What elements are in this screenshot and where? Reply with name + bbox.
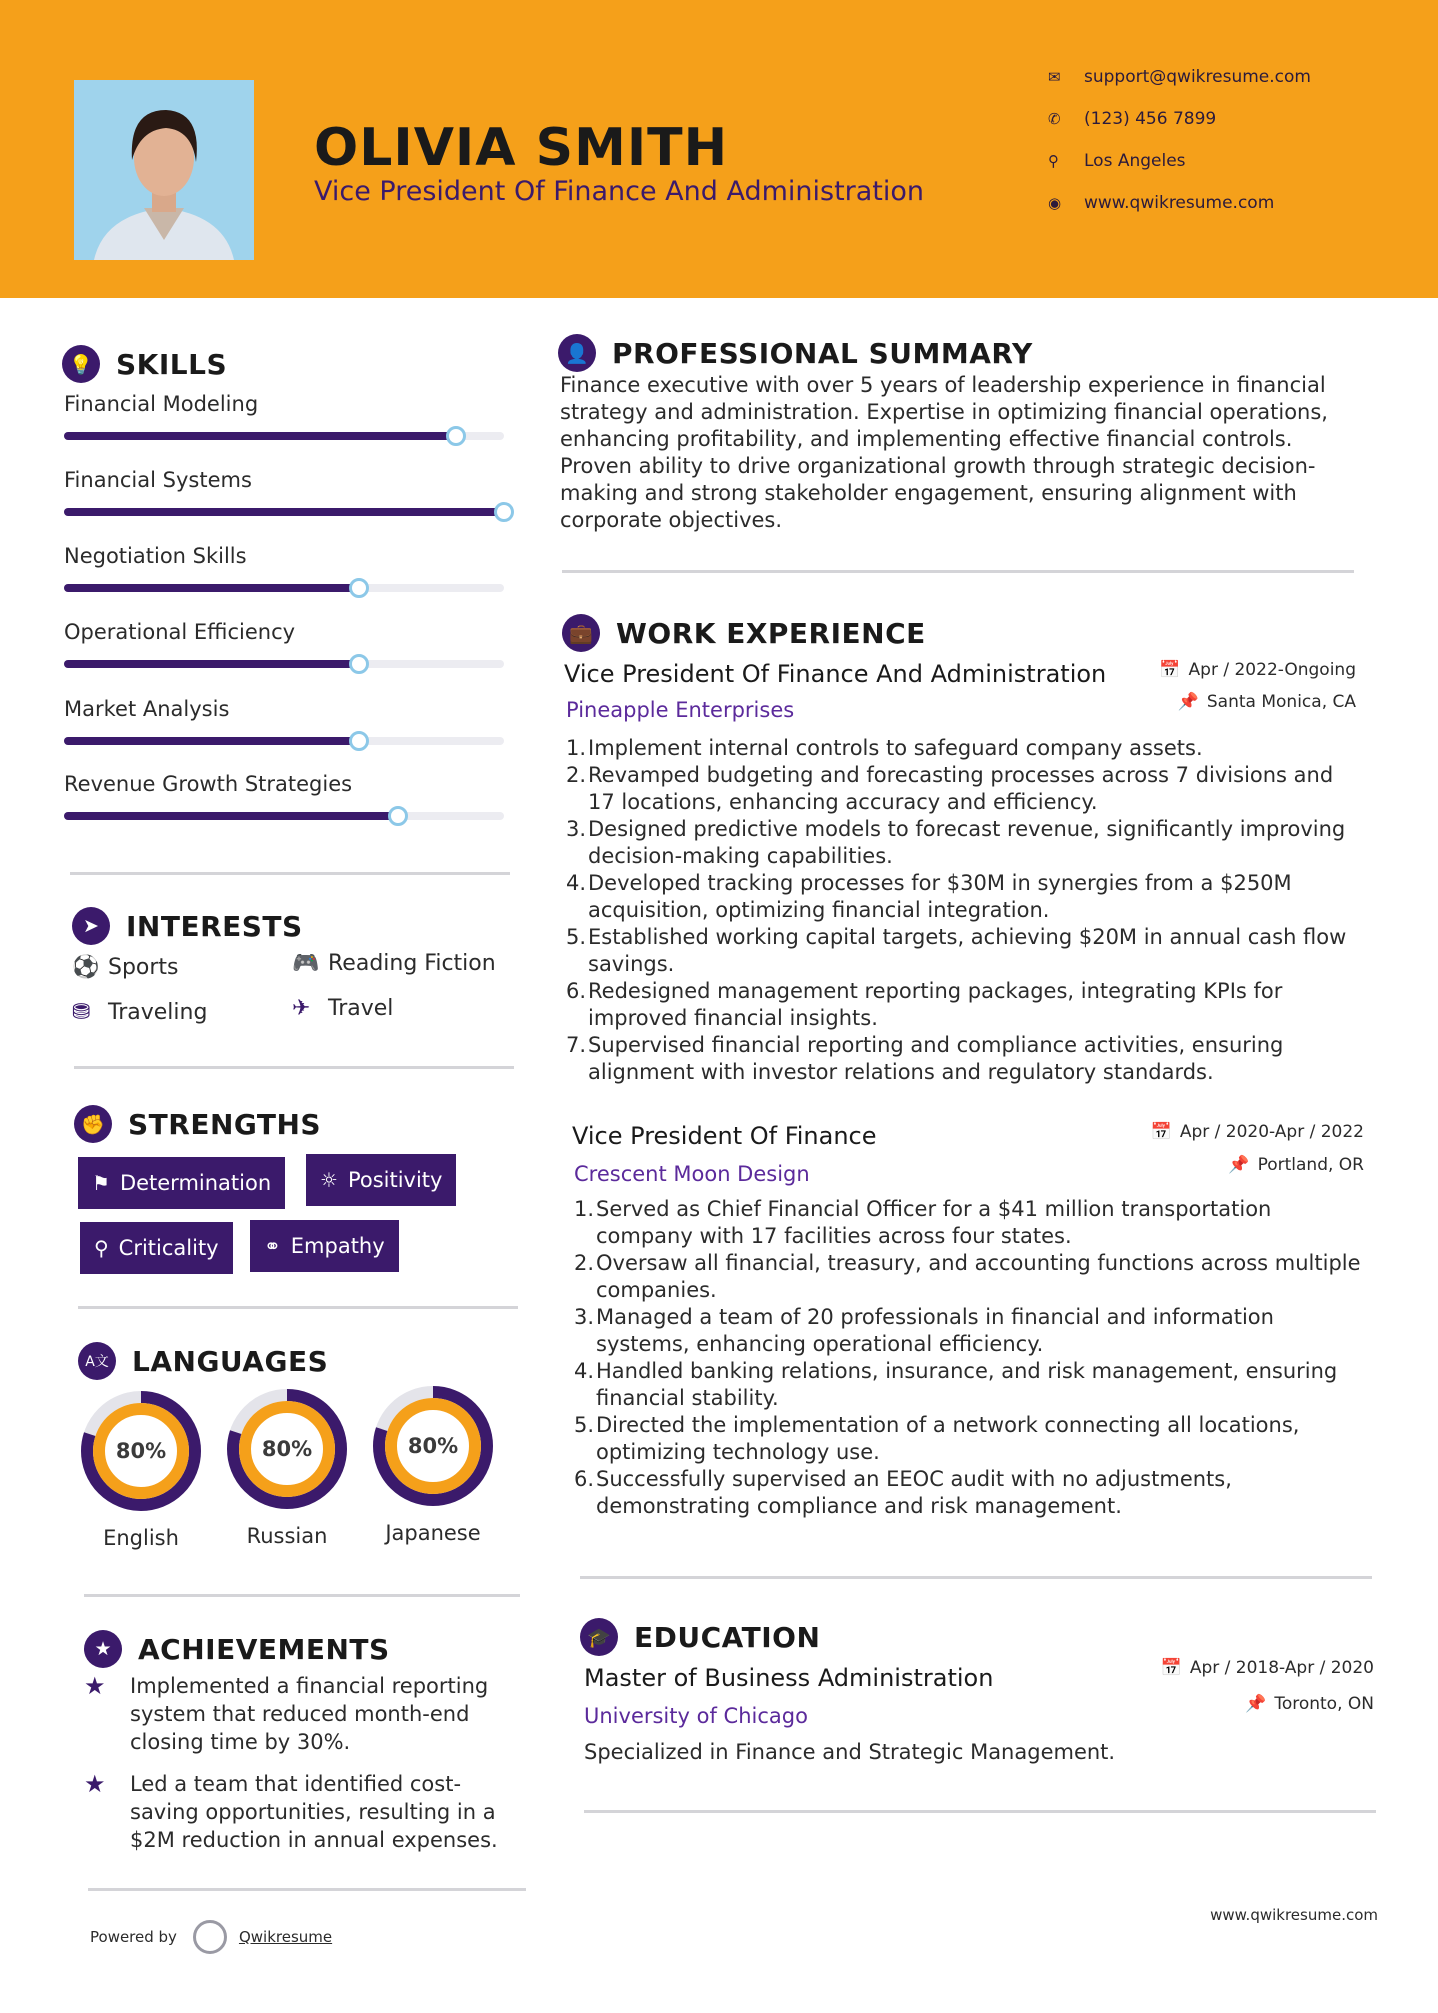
- search-icon: ⚲: [94, 1236, 109, 1260]
- skill-item: [64, 392, 504, 416]
- education-school: University of Chicago: [584, 1704, 808, 1728]
- education-degree: Master of Business Administration: [584, 1664, 994, 1692]
- interest-label: Sports: [108, 955, 179, 980]
- envelope-icon: ✉: [1048, 68, 1061, 86]
- map-pin-icon: ⚲: [1048, 152, 1059, 170]
- interests-heading: [72, 907, 303, 945]
- powered-by-label: Powered by: [90, 1928, 177, 1946]
- education-location: [1245, 1694, 1374, 1714]
- duty-item: 2. Revamped budgeting and forecasting processes across 7 divisions and 17 locations, enhancing accuracy and efficiency.: [566, 762, 1356, 816]
- job-title: Vice President Of Finance And Administration: [564, 660, 1107, 688]
- duty-item: 2. Oversaw all financial, treasury, and accounting functions across multiple companies.: [574, 1250, 1364, 1304]
- strength-label: Empathy: [290, 1234, 385, 1258]
- section-divider: [70, 872, 510, 875]
- duty-text: Directed the implementation of a network connecting all locations, optimizing technology use.: [596, 1413, 1300, 1464]
- candidate-name: OLIVIA SMITH: [314, 118, 729, 178]
- skill-item: [64, 697, 504, 721]
- skill-bar-knob: [349, 578, 369, 598]
- job-location-text: Santa Monica, CA: [1206, 692, 1356, 712]
- strength-tag: [306, 1154, 456, 1206]
- skill-bar-knob: [349, 731, 369, 751]
- education-description: Specialized in Finance and Strategic Management.: [584, 1740, 1116, 1764]
- airplane-icon: ✈: [292, 996, 311, 1021]
- skill-bar-fill: [64, 660, 359, 668]
- experience-title: WORK EXPERIENCE: [616, 616, 926, 650]
- job-dates: [1159, 660, 1356, 680]
- pushpin-icon: 📌: [1228, 1155, 1250, 1175]
- calendar-icon: 📅: [1160, 1658, 1182, 1678]
- strengths-title: STRENGTHS: [128, 1107, 322, 1141]
- calendar-icon: 📅: [1159, 660, 1181, 680]
- education-heading: [580, 1618, 820, 1656]
- resume-header: [0, 0, 1438, 298]
- soccer-ball-icon: ⚽: [72, 955, 100, 980]
- skill-bar-knob: [349, 654, 369, 674]
- language-label: Russian: [246, 1524, 328, 1548]
- language-item: [224, 1388, 350, 1548]
- skill-bar-fill: [64, 737, 359, 745]
- achievements-heading: [84, 1630, 390, 1668]
- job-duties: [574, 1196, 1364, 1520]
- language-item: [78, 1390, 204, 1550]
- language-ring: [372, 1385, 494, 1507]
- skill-item: [64, 620, 504, 644]
- duty-text: Designed predictive models to forecast revenue, significantly improving decision-making capabilities.: [588, 817, 1346, 868]
- strength-label: Determination: [119, 1171, 272, 1195]
- job-location: [1228, 1155, 1364, 1175]
- skill-bar: [64, 508, 504, 516]
- shooting-star-icon: ★: [84, 1770, 106, 1798]
- skill-bar-knob: [446, 426, 466, 446]
- sun-icon: ☼: [320, 1168, 338, 1192]
- skill-label: Financial Modeling: [64, 392, 259, 416]
- interest-label: Traveling: [108, 1000, 208, 1025]
- skill-bar: [64, 737, 504, 745]
- interest-item: [72, 955, 179, 980]
- language-percent: 80%: [115, 1439, 167, 1463]
- interest-item: [292, 951, 496, 976]
- star-badge-icon: ★: [84, 1630, 122, 1668]
- achievement-item: [84, 1672, 504, 1756]
- profile-photo: [74, 80, 254, 260]
- fist-icon: ✊: [74, 1105, 112, 1143]
- job-dates: [1151, 1122, 1364, 1142]
- strengths-heading: [74, 1105, 321, 1143]
- education-title: EDUCATION: [634, 1620, 821, 1654]
- section-divider: [74, 1066, 514, 1069]
- duty-item: 3. Managed a team of 20 professionals in financial and information systems, enhancing operational efficiency.: [574, 1304, 1364, 1358]
- contact-list: [1048, 56, 1311, 224]
- duty-text: Established working capital targets, achieving $20M in annual cash flow savings.: [588, 925, 1347, 976]
- duty-item: 1. Implement internal controls to safeguard company assets.: [566, 736, 1203, 760]
- skill-label: Operational Efficiency: [64, 620, 296, 644]
- summary-text: Finance executive with over 5 years of leadership experience in financial strategy and administration. Expertise in optimizing financial operations, enhancing profitability, and implementing effective financial controls. Proven ability to drive organizational growth through strategic decision-making and strong stakeholder engagement, ensuring alignment with corporate objectives.: [560, 373, 1328, 532]
- contact-location-text: Los Angeles: [1084, 151, 1186, 171]
- skill-bar-fill: [64, 432, 456, 440]
- binoculars-icon: ⛃: [72, 1000, 91, 1025]
- duty-text: Successfully supervised an EEOC audit with no adjustments, demonstrating compliance and risk management.: [596, 1467, 1232, 1518]
- interests-title: INTERESTS: [126, 909, 303, 943]
- summary-title: PROFESSIONAL SUMMARY: [612, 336, 1033, 370]
- education-dates-text: Apr / 2018-Apr / 2020: [1189, 1658, 1374, 1678]
- contact-email-text: support@qwikresume.com: [1084, 67, 1311, 87]
- skill-bar: [64, 584, 504, 592]
- duty-item: 4. Handled banking relations, insurance, and risk management, ensuring financial stability.: [574, 1358, 1364, 1412]
- duty-text: Managed a team of 20 professionals in financial and information systems, enhancing operational efficiency.: [596, 1305, 1274, 1356]
- skill-bar: [64, 660, 504, 668]
- skill-bar-fill: [64, 508, 504, 516]
- section-divider: [78, 1306, 518, 1309]
- language-ring: [226, 1388, 348, 1510]
- language-percent: 80%: [407, 1434, 459, 1458]
- skill-bar-fill: [64, 812, 398, 820]
- pushpin-icon: 📌: [1177, 692, 1199, 712]
- user-icon: 👤: [558, 334, 596, 372]
- duty-item: 6. Redesigned management reporting packages, integrating KPIs for improved financial insights.: [566, 978, 1356, 1032]
- contact-email[interactable]: [1048, 56, 1311, 98]
- strength-tag: [78, 1157, 285, 1209]
- language-item: [370, 1385, 496, 1545]
- skill-bar-knob: [494, 502, 514, 522]
- contact-website[interactable]: [1048, 182, 1311, 224]
- language-label: English: [103, 1526, 179, 1550]
- skill-item: [64, 544, 504, 568]
- translate-icon: A文: [78, 1342, 116, 1380]
- skill-label: Revenue Growth Strategies: [64, 772, 353, 796]
- job-company: Pineapple Enterprises: [566, 698, 795, 722]
- duty-item: 7. Supervised financial reporting and compliance activities, ensuring alignment with investor relations and regulatory standards.: [566, 1032, 1356, 1086]
- section-divider: [88, 1888, 526, 1891]
- duty-item: 1. Served as Chief Financial Officer for a $41 million transportation company with 17 facilities across four states.: [574, 1196, 1364, 1250]
- achievement-item: [84, 1770, 504, 1854]
- skill-label: Financial Systems: [64, 468, 252, 492]
- interest-label: Reading Fiction: [328, 951, 496, 976]
- languages-heading: [78, 1342, 328, 1380]
- achievement-text: Implemented a financial reporting system that reduced month-end closing time by 30%.: [130, 1674, 489, 1754]
- duty-item: 4. Developed tracking processes for $30M in synergies from a $250M acquisition, optimizing financial integration.: [566, 870, 1356, 924]
- brand-link[interactable]: Qwikresume: [238, 1928, 333, 1946]
- achievement-text: Led a team that identified cost-saving opportunities, resulting in a $2M reduction in annual expenses.: [130, 1772, 498, 1852]
- section-divider: [84, 1594, 520, 1597]
- interest-item: [72, 1000, 207, 1025]
- section-divider: [562, 570, 1354, 573]
- language-ring: [80, 1390, 202, 1512]
- languages-title: LANGUAGES: [132, 1344, 329, 1378]
- skills-heading: [62, 345, 227, 383]
- duty-text: Revamped budgeting and forecasting processes across 7 divisions and 17 locations, enhancing accuracy and efficiency.: [588, 763, 1334, 814]
- briefcase-icon: 💼: [562, 614, 600, 652]
- job-duties: [566, 735, 1356, 1086]
- globe-icon: ◉: [1048, 194, 1062, 212]
- skills-title: SKILLS: [116, 347, 228, 381]
- strength-tag: [250, 1220, 399, 1272]
- calendar-icon: 📅: [1150, 1122, 1172, 1142]
- duty-item: 3. Designed predictive models to forecast revenue, significantly improving decision-making capabilities.: [566, 816, 1356, 870]
- contact-website-text: www.qwikresume.com: [1084, 193, 1275, 213]
- footer-site[interactable]: www.qwikresume.com: [1210, 1906, 1378, 1924]
- experience-heading: [562, 614, 926, 652]
- job-location: [1178, 692, 1356, 712]
- language-percent: 80%: [261, 1437, 313, 1461]
- skill-bar-fill: [64, 584, 359, 592]
- skill-item: [64, 468, 504, 492]
- skill-bar: [64, 432, 504, 440]
- contact-phone[interactable]: [1048, 98, 1311, 140]
- summary-heading: [558, 334, 1033, 372]
- job-company: Crescent Moon Design: [574, 1162, 810, 1186]
- skill-bar-knob: [388, 806, 408, 826]
- job-title: Vice President Of Finance: [572, 1122, 877, 1150]
- strength-tag: [80, 1222, 233, 1274]
- duty-text: Developed tracking processes for $30M in synergies from a $250M acquisition, optimizing financial integration.: [588, 871, 1292, 922]
- shooting-star-icon: ★: [84, 1672, 106, 1700]
- duty-text: Redesigned management reporting packages, integrating KPIs for improved financial insights.: [588, 979, 1283, 1030]
- job-location-text: Portland, OR: [1257, 1155, 1364, 1175]
- achievements-title: ACHIEVEMENTS: [138, 1632, 390, 1666]
- gamepad-icon: 🎮: [292, 951, 320, 976]
- candidate-role: Vice President Of Finance And Administration: [314, 176, 925, 207]
- duty-item: 5. Established working capital targets, achieving $20M in annual cash flow savings.: [566, 924, 1356, 978]
- flag-icon: ⚑: [92, 1171, 110, 1195]
- language-label: Japanese: [385, 1521, 481, 1545]
- handshake-icon: ⚭: [264, 1234, 281, 1258]
- duty-text: Oversaw all financial, treasury, and accounting functions across multiple companies.: [596, 1251, 1361, 1302]
- education-dates: [1161, 1658, 1374, 1678]
- pushpin-icon: 📌: [1245, 1694, 1267, 1714]
- skill-label: Negotiation Skills: [64, 544, 247, 568]
- lightbulb-icon: 💡: [62, 345, 100, 383]
- strength-label: Criticality: [118, 1236, 219, 1260]
- powered-by: [90, 1920, 332, 1954]
- duty-item: 5. Directed the implementation of a network connecting all locations, optimizing technology use.: [574, 1412, 1364, 1466]
- duty-text: Handled banking relations, insurance, and risk management, ensuring financial stability.: [596, 1359, 1338, 1410]
- duty-item: 6. Successfully supervised an EEOC audit with no adjustments, demonstrating compliance and risk management.: [574, 1466, 1364, 1520]
- section-divider: [584, 1810, 1376, 1813]
- qwikresume-logo-icon: [193, 1920, 227, 1954]
- paper-plane-icon: ➤: [72, 907, 110, 945]
- skill-bar: [64, 812, 504, 820]
- phone-icon: ✆: [1048, 110, 1061, 128]
- contact-location: [1048, 140, 1311, 182]
- interest-item: [292, 996, 393, 1021]
- duty-text: Supervised financial reporting and compliance activities, ensuring alignment with investor relations and regulatory standards.: [588, 1033, 1284, 1084]
- interest-label: Travel: [328, 996, 394, 1021]
- contact-phone-text: (123) 456 7899: [1084, 109, 1217, 129]
- duty-text: Implement internal controls to safeguard company assets.: [588, 736, 1203, 760]
- strength-label: Positivity: [347, 1168, 443, 1192]
- skill-item: [64, 772, 504, 796]
- skill-label: Market Analysis: [64, 697, 230, 721]
- job-dates-text: Apr / 2020-Apr / 2022: [1179, 1122, 1364, 1142]
- section-divider: [580, 1576, 1372, 1579]
- job-dates-text: Apr / 2022-Ongoing: [1188, 660, 1356, 680]
- graduate-icon: 🎓: [580, 1618, 618, 1656]
- duty-text: Served as Chief Financial Officer for a $41 million transportation company with 17 facilities across four states.: [596, 1197, 1272, 1248]
- education-location-text: Toronto, ON: [1274, 1694, 1374, 1714]
